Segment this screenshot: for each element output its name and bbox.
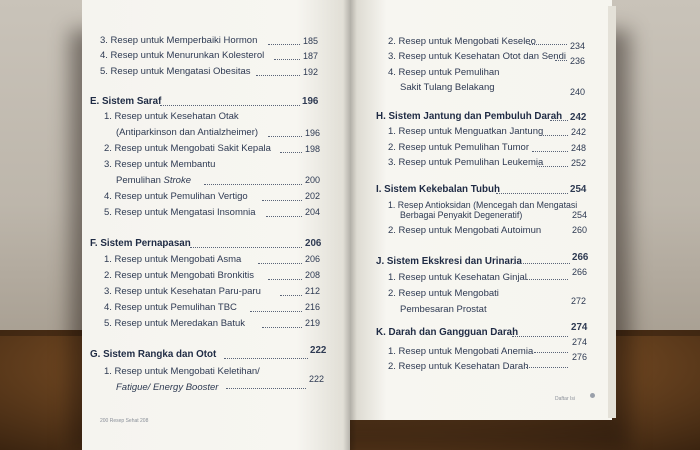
toc-page: 206 <box>305 238 322 249</box>
toc-page: 252 <box>571 158 587 168</box>
toc-entry: 3. Resep untuk Pemulihan Leukemia <box>388 157 544 168</box>
toc-entry: 1. Resep untuk Kesehatan Otak <box>104 111 239 122</box>
toc-entry: Pembesaran Prostat <box>400 304 487 315</box>
toc-page: 204 <box>305 207 321 217</box>
toc-entry: 5. Resep untuk Mengatasi Obesitas <box>100 66 251 77</box>
toc-page: 276 <box>572 352 588 362</box>
toc-page: 242 <box>571 127 587 137</box>
page-footer: 200 Resep Sehat 208 <box>100 418 149 424</box>
toc-page: 254 <box>570 184 587 195</box>
toc-leader <box>268 136 302 137</box>
toc-entry <box>116 175 191 186</box>
toc-section-heading: E. Sistem Saraf <box>90 96 162 107</box>
toc-leader <box>160 105 300 106</box>
toc-entry: 4. Resep untuk Menurunkan Kolesterol <box>100 50 265 61</box>
toc-leader <box>512 336 568 337</box>
toc-page: 272 <box>571 296 587 306</box>
toc-leader <box>529 44 567 45</box>
toc-entry: 5. Resep untuk Mengatasi Insomnia <box>104 207 256 218</box>
toc-entry: 4. Resep untuk Pemulihan <box>388 67 500 78</box>
toc-entry: 4. Resep untuk Pemulihan Vertigo <box>104 191 248 202</box>
toc-section-heading: J. Sistem Ekskresi dan Urinaria <box>376 256 522 267</box>
toc-entry: 2. Resep untuk Mengobati <box>388 288 499 299</box>
toc-entry: 1. Resep untuk Mengobati Anemia <box>388 346 534 357</box>
toc-page: 208 <box>305 270 321 280</box>
toc-page: 196 <box>302 96 319 107</box>
toc-leader <box>540 135 568 136</box>
toc-entry: 2. Resep untuk Pemulihan Tumor <box>388 142 529 153</box>
toc-leader <box>280 295 302 296</box>
toc-page: 192 <box>303 67 319 77</box>
toc-page: 236 <box>570 56 586 66</box>
toc-section-heading: H. Sistem Jantung dan Pembuluh Darah <box>376 111 563 122</box>
toc-page: 242 <box>570 112 587 123</box>
toc-leader <box>508 263 570 264</box>
toc-leader <box>555 60 567 61</box>
toc-page: 274 <box>571 322 588 333</box>
toc-page: 216 <box>305 302 321 312</box>
toc-section-heading: G. Sistem Rangka dan Otot <box>90 349 217 360</box>
toc-leader <box>190 247 302 248</box>
toc-page: 219 <box>305 318 321 328</box>
toc-leader <box>262 327 302 328</box>
toc-entry: 3. Resep untuk Kesehatan Otot dan Sendi <box>388 51 566 62</box>
toc-entry: Fatigue/ Energy Booster <box>116 382 219 393</box>
toc-page: 254 <box>572 210 588 220</box>
toc-entry: 2. Resep untuk Mengobati Sakit Kepala <box>104 143 271 154</box>
toc-page: 185 <box>303 36 319 46</box>
toc-page: 274 <box>572 337 588 347</box>
toc-entry: 3. Resep untuk Kesehatan Paru-paru <box>104 286 261 297</box>
toc-entry: 2. Resep untuk Kesehatan Darah <box>388 361 529 372</box>
toc-page: 200 <box>305 175 321 185</box>
toc-entry: 4. Resep untuk Pemulihan TBC <box>104 302 237 313</box>
toc-entry: 1. Resep untuk Menguatkan Jantung <box>388 126 544 137</box>
toc-section-heading: F. Sistem Pernapasan <box>90 238 191 249</box>
toc-leader <box>526 279 568 280</box>
toc-leader <box>532 151 568 152</box>
toc-entry: 2. Resep untuk Mengobati Autoimun <box>388 225 542 236</box>
toc-page: 240 <box>570 87 586 97</box>
toc-page: 187 <box>303 51 319 61</box>
toc-page: 206 <box>305 254 321 264</box>
toc-entry: (Antiparkinson dan Antialzheimer) <box>116 127 259 138</box>
toc-leader <box>262 200 302 201</box>
toc-leader <box>204 184 302 185</box>
toc-page: 198 <box>305 144 321 154</box>
toc-leader <box>250 311 302 312</box>
toc-entry: 1. Resep untuk Mengobati Keletihan/ <box>104 366 260 377</box>
toc-leader <box>537 166 568 167</box>
toc-page: 202 <box>305 191 321 201</box>
book-gutter <box>343 0 357 450</box>
toc-entry: 3. Resep untuk Membantu <box>104 159 216 170</box>
toc-entry: Sakit Tulang Belakang <box>400 82 495 93</box>
toc-entry: 1. Resep untuk Mengobati Asma <box>104 254 242 265</box>
toc-leader <box>496 193 568 194</box>
toc-section-heading: K. Darah dan Gangguan Darah <box>376 327 519 338</box>
toc-entry: 2. Resep untuk Mengobati Bronkitis <box>104 270 254 281</box>
toc-leader <box>526 367 568 368</box>
toc-entry: Berbagai Penyakit Degeneratif) <box>400 210 523 220</box>
page-footer: Daftar Isi <box>555 396 576 402</box>
toc-entry: 5. Resep untuk Meredakan Batuk <box>104 318 246 329</box>
toc-page: 222 <box>310 345 327 356</box>
toc-page: 212 <box>305 286 321 296</box>
toc-leader <box>534 352 568 353</box>
toc-page: 196 <box>305 128 321 138</box>
toc-leader <box>274 59 300 60</box>
toc-page: 222 <box>309 374 325 384</box>
toc-leader <box>258 263 302 264</box>
toc-section-heading: I. Sistem Kekebalan Tubuh <box>376 184 500 195</box>
toc-leader <box>268 279 302 280</box>
toc-leader <box>266 216 302 217</box>
toc-page: 266 <box>572 267 588 277</box>
toc-page: 248 <box>571 143 587 153</box>
toc-leader <box>256 75 300 76</box>
page-marker-dot <box>590 393 595 398</box>
toc-page: 234 <box>570 41 586 51</box>
page-edge <box>608 6 616 418</box>
toc-leader <box>280 152 302 153</box>
toc-entry: 3. Resep untuk Memperbaiki Hormon <box>100 35 258 46</box>
toc-leader <box>268 44 300 45</box>
toc-leader <box>226 388 306 389</box>
toc-entry: 1. Resep Antioksidan (Mencegah dan Mengatasi <box>388 200 578 210</box>
toc-leader <box>550 120 568 121</box>
toc-page: 266 <box>572 252 589 263</box>
toc-entry-text: Pemulihan <box>116 175 164 186</box>
toc-leader <box>224 358 308 359</box>
toc-entry: 1. Resep untuk Kesehatan Ginjal <box>388 272 527 283</box>
toc-entry: 2. Resep untuk Mengobati Keseleo <box>388 36 536 47</box>
toc-page: 260 <box>572 225 588 235</box>
toc-entry-italic: Stroke <box>163 175 191 186</box>
